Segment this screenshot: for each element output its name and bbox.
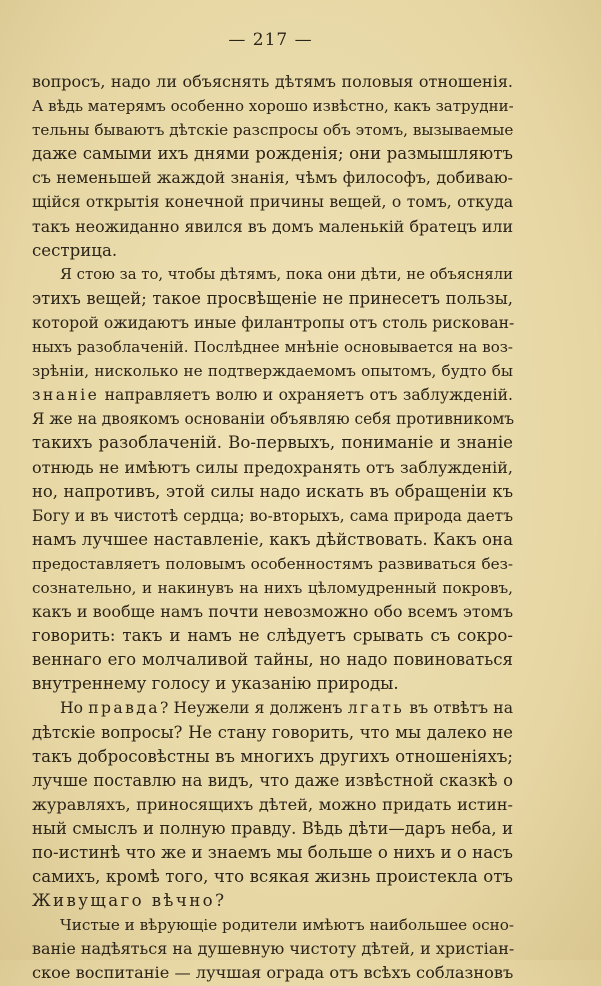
text-line bbox=[32, 166, 513, 190]
emphasized-text: лгать bbox=[347, 699, 405, 718]
text-line bbox=[32, 745, 513, 769]
text-run: ? Неужели я долженъ bbox=[159, 699, 348, 718]
text-run: такъ добросовѣстны въ многихъ другихъ отношеніяхъ; bbox=[32, 746, 513, 766]
text-line bbox=[32, 937, 513, 961]
text-run: съ неменьшей жаждой знанія, чѣмъ философъ, добиваю- bbox=[32, 168, 513, 188]
text-run: но, напротивъ, этой силы надо искать въ обращеніи къ bbox=[32, 481, 513, 501]
text-line bbox=[32, 576, 513, 600]
text-run: отнюдь не имѣютъ силы предохранять отъ заблужденій, bbox=[32, 457, 513, 477]
text-run: ? bbox=[215, 891, 224, 911]
emphasized-text: правда bbox=[88, 699, 160, 718]
text-line bbox=[32, 696, 513, 720]
text-run: зрѣніи, нисколько не подтверждаемомъ опытомъ, будто бы bbox=[32, 362, 513, 381]
text-line bbox=[32, 817, 513, 841]
text-line bbox=[32, 480, 513, 504]
page-number: — 217 — bbox=[228, 30, 313, 50]
text-line bbox=[32, 94, 513, 118]
text-run: лучше поставлю на видъ, что даже извѣстной сказкѣ о bbox=[32, 770, 513, 790]
text-run: Но bbox=[60, 699, 89, 718]
emphasized-text: знаніе bbox=[32, 386, 100, 405]
text-run: какъ и вообще намъ почти невозможно обо всемъ этомъ bbox=[32, 602, 513, 622]
text-run: журавляхъ, приносящихъ дѣтей, можно придать истин- bbox=[32, 794, 513, 814]
text-run: Богу и въ чистотѣ сердца; во-вторыхъ, сама природа даетъ bbox=[32, 506, 513, 525]
text-run: сознательно, и накинувъ на нихъ цѣломудренный покровъ, bbox=[32, 578, 513, 597]
text-line bbox=[32, 624, 513, 648]
text-run: въ отвѣтъ на bbox=[404, 699, 513, 718]
text-run: самихъ, кромѣ того, что всякая жизнь проистекла отъ bbox=[32, 867, 513, 887]
text-line bbox=[32, 239, 513, 263]
text-run: Я стою за то, чтобы дѣтямъ, пока они дѣти, не объясняли bbox=[60, 265, 513, 283]
text-line bbox=[32, 841, 513, 865]
text-line bbox=[32, 961, 513, 985]
text-line bbox=[32, 215, 513, 239]
text-run: ваніе надѣяться на душевную чистоту дѣтей, и христіан- bbox=[32, 939, 515, 959]
text-run: А вѣдь матерямъ особенно хорошо извѣстно, какъ затрудни- bbox=[32, 97, 514, 116]
text-run: ный смыслъ и полную правду. Вѣдь дѣти—даръ неба, и bbox=[32, 818, 513, 838]
text-run: Чистые и вѣрующіе родители имѣютъ наибольшее осно- bbox=[60, 916, 515, 935]
text-run: тельны бываютъ дѣтскіе разспросы объ этомъ, вызываемые bbox=[32, 121, 514, 140]
text-line bbox=[32, 913, 513, 937]
text-line bbox=[32, 70, 513, 94]
text-run: такъ неожиданно явился въ домъ маленькій братецъ или bbox=[32, 216, 513, 236]
text-run: даже самыми ихъ днями рожденія; они размышляютъ bbox=[32, 144, 513, 164]
text-line bbox=[32, 793, 513, 817]
text-line bbox=[32, 311, 513, 335]
text-line bbox=[32, 600, 513, 624]
text-line bbox=[32, 142, 513, 166]
body-text bbox=[32, 70, 513, 986]
text-line bbox=[32, 263, 513, 287]
text-line bbox=[32, 528, 513, 552]
text-run: этихъ вещей; такое просвѣщеніе не принесетъ пользы, bbox=[32, 288, 513, 308]
text-line bbox=[32, 190, 513, 214]
text-run: сестрица. bbox=[32, 240, 118, 260]
text-run: намъ лучшее наставленіе, какъ дѣйствовать. Какъ она bbox=[32, 529, 513, 549]
text-line bbox=[32, 359, 513, 383]
text-line bbox=[32, 769, 513, 793]
text-line bbox=[32, 383, 513, 407]
text-run: вопросъ, надо ли объяснять дѣтямъ половыя отношенія. bbox=[32, 72, 513, 91]
text-line bbox=[32, 335, 513, 359]
text-line bbox=[32, 552, 513, 576]
text-line bbox=[32, 672, 513, 696]
text-run: по-истинѣ что же и знаемъ мы больше о нихъ и о насъ bbox=[32, 843, 513, 862]
text-run: дѣтскіе вопросы? Не стану говорить, что мы далеко не bbox=[32, 722, 513, 742]
text-line bbox=[32, 287, 513, 311]
text-run: которой ожидаютъ иные филантропы отъ столь рискован- bbox=[32, 313, 515, 332]
text-run: ныхъ разоблаченій. Послѣднее мнѣніе основывается на воз- bbox=[32, 338, 513, 357]
text-run: говорить: такъ и намъ не слѣдуетъ срывать съ сокро- bbox=[32, 626, 513, 646]
text-line bbox=[32, 889, 513, 913]
text-run: ское воспитаніе — лучшая ограда отъ всѣхъ соблазновъ bbox=[32, 963, 514, 983]
text-run: направляетъ волю и охраняетъ отъ заблужденій. bbox=[99, 386, 513, 405]
text-line bbox=[32, 648, 513, 672]
text-run: щійся открытія конечной причины вещей, о томъ, откуда bbox=[32, 193, 513, 212]
text-line bbox=[32, 865, 513, 889]
text-run: такихъ разоблаченій. Во-первыхъ, пониманіе и знаніе bbox=[32, 433, 513, 453]
text-run: предоставляетъ половымъ особенностямъ развиваться без- bbox=[32, 554, 513, 573]
text-line bbox=[32, 431, 513, 455]
text-line bbox=[32, 118, 513, 142]
text-run: Я же на двоякомъ основаніи объявляю себя противникомъ bbox=[32, 410, 515, 429]
text-line bbox=[32, 407, 513, 431]
text-line bbox=[32, 456, 513, 480]
text-run: веннаго его молчаливой тайны, но надо повиноваться bbox=[32, 650, 513, 670]
text-line bbox=[32, 721, 513, 745]
emphasized-text: Живущаго вѣчно bbox=[32, 891, 216, 911]
text-run: внутреннему голосу и указанію природы. bbox=[32, 674, 399, 694]
text-line bbox=[32, 504, 513, 528]
